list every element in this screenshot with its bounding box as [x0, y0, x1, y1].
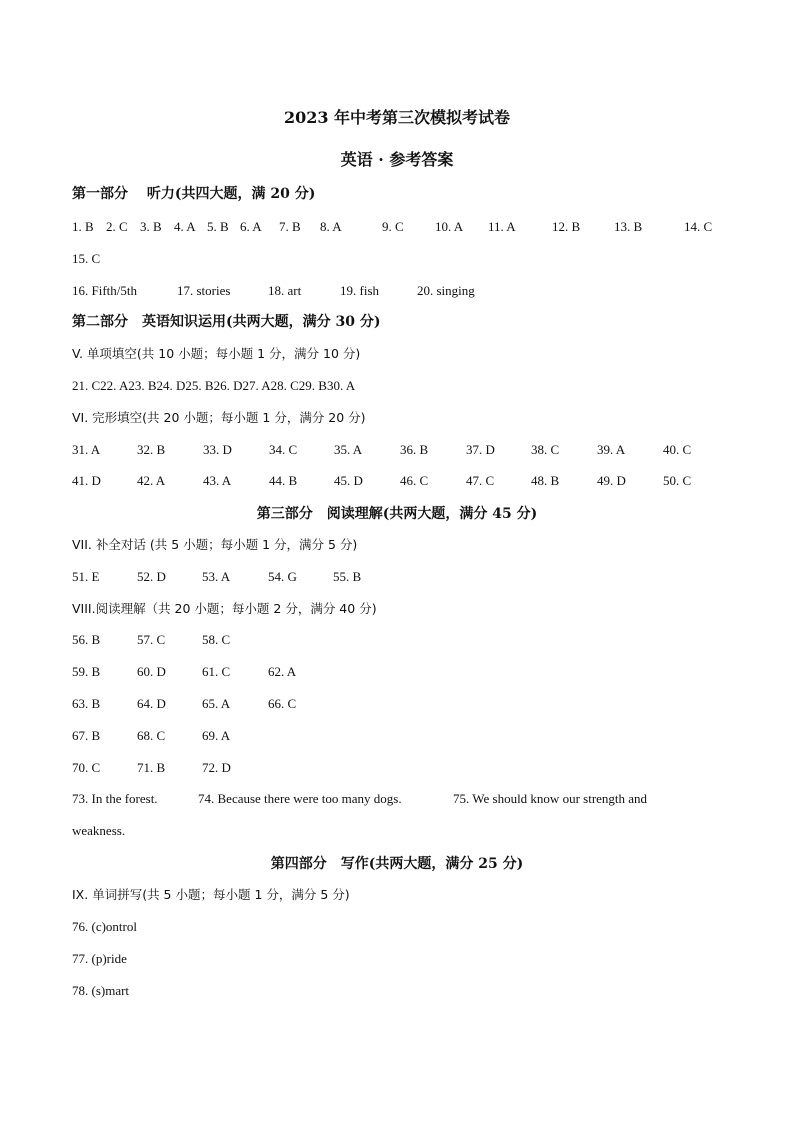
answer-63: 63. B	[72, 696, 101, 711]
answer-56: 56. B	[72, 632, 101, 647]
answer-68: 68. C	[137, 728, 166, 743]
answer-15: 15. C	[72, 251, 101, 266]
section8-answers-row6	[72, 791, 712, 807]
answer-55: 55. B	[333, 569, 362, 584]
answer-67: 67. B	[72, 728, 101, 743]
answer-58: 58. C	[202, 632, 231, 647]
answer-62: 62. A	[268, 664, 297, 679]
answer-49: 49. D	[597, 473, 626, 488]
answer-19: 19. fish	[340, 283, 379, 298]
answer-72: 72. D	[202, 760, 231, 775]
section8-answers-row2	[72, 664, 372, 680]
answer-46: 46. C	[400, 473, 429, 488]
answer-17: 17. stories	[177, 283, 231, 298]
answer-8: 8. A	[320, 219, 342, 234]
answer-74: 74. Because there were too many dogs.	[198, 791, 402, 806]
answer-53: 53. A	[202, 569, 231, 584]
answer-51: 51. E	[72, 569, 100, 584]
answer-38: 38. C	[531, 442, 560, 457]
answer-50: 50. C	[663, 473, 692, 488]
section9-title: IX. 单词拼写(共 5 小题；每小题 1 分，满分 5 分)	[72, 887, 350, 902]
answer-71: 71. B	[137, 760, 166, 775]
answer-77: 77. (p)ride	[72, 951, 127, 966]
answer-59: 59. B	[72, 664, 101, 679]
answer-1: 1. B	[72, 219, 94, 234]
answer-44: 44. B	[269, 473, 298, 488]
exam-title: 2023 年中考第三次模拟考试卷	[283, 108, 511, 127]
section6-answers-row2	[72, 473, 732, 489]
part3-heading: 第三部分 阅读理解(共两大题，满分 45 分)	[256, 506, 538, 522]
section8-answers-row4	[72, 728, 372, 744]
answer-33: 33. D	[203, 442, 232, 457]
answer-6: 6. A	[240, 219, 262, 234]
answer-18: 18. art	[268, 283, 302, 298]
part1-answers-row1	[72, 219, 732, 235]
section7-title: VII. 补全对话 (共 5 小题；每小题 1 分，满分 5 分)	[72, 537, 358, 552]
section8-answers-row5	[72, 760, 372, 776]
answer-36: 36. B	[400, 442, 429, 457]
answer-69: 69. A	[202, 728, 231, 743]
answer-37: 37. D	[466, 442, 495, 457]
section7-answers	[72, 569, 432, 585]
answer-43: 43. A	[203, 473, 232, 488]
part1-heading: 第一部分 听力(共四大题，满 20 分)	[72, 186, 316, 202]
section8-title: VIII.阅读理解（共 20 小题；每小题 2 分，满分 40 分)	[72, 601, 377, 616]
exam-subtitle: 英语 · 参考答案	[340, 150, 454, 169]
answer-60: 60. D	[137, 664, 166, 679]
answer-45: 45. D	[334, 473, 363, 488]
part2-heading: 第二部分 英语知识运用(共两大题，满分 30 分)	[72, 314, 381, 330]
section6-answers-row1	[72, 442, 732, 458]
section5-answers: 21. C22. A23. B24. D25. B26. D27. A28. C29. B30. A	[72, 378, 356, 393]
answer-2: 2. C	[106, 219, 128, 234]
answer-65: 65. A	[202, 696, 231, 711]
answer-11: 11. A	[488, 219, 516, 234]
section8-answers-row1	[72, 632, 372, 648]
answer-5: 5. B	[207, 219, 229, 234]
answer-52: 52. D	[137, 569, 166, 584]
answer-40: 40. C	[663, 442, 692, 457]
answer-32: 32. B	[137, 442, 166, 457]
answer-31: 31. A	[72, 442, 101, 457]
answer-39: 39. A	[597, 442, 626, 457]
answer-57: 57. C	[137, 632, 166, 647]
answer-20: 20. singing	[417, 283, 475, 298]
answer-4: 4. A	[174, 219, 196, 234]
part4-heading: 第四部分 写作(共两大题，满分 25 分)	[270, 856, 524, 872]
section5-title: V. 单项填空(共 10 小题；每小题 1 分，满分 10 分)	[72, 346, 361, 361]
answer-75-continued: weakness.	[72, 823, 126, 838]
answer-16: 16. Fifth/5th	[72, 283, 138, 298]
answer-61: 61. C	[202, 664, 231, 679]
answer-76: 76. (c)ontrol	[72, 919, 137, 934]
answer-64: 64. D	[137, 696, 166, 711]
part1-answers-row3	[72, 283, 552, 299]
answer-35: 35. A	[334, 442, 363, 457]
answer-7: 7. B	[279, 219, 301, 234]
answer-78: 78. (s)mart	[72, 983, 130, 998]
answer-14: 14. C	[684, 219, 713, 234]
answer-70: 70. C	[72, 760, 101, 775]
answer-66: 66. C	[268, 696, 297, 711]
answer-75: 75. We should know our strength and	[453, 791, 648, 806]
answer-54: 54. G	[268, 569, 297, 584]
answer-13: 13. B	[614, 219, 643, 234]
answer-42: 42. A	[137, 473, 166, 488]
answer-73: 73. In the forest.	[72, 791, 158, 806]
answer-3: 3. B	[140, 219, 162, 234]
answer-48: 48. B	[531, 473, 560, 488]
answer-10: 10. A	[435, 219, 464, 234]
answer-41: 41. D	[72, 473, 101, 488]
section8-answers-row3	[72, 696, 372, 712]
answer-47: 47. C	[466, 473, 495, 488]
answer-34: 34. C	[269, 442, 298, 457]
answer-9: 9. C	[382, 219, 404, 234]
part1-answers-row2	[72, 251, 172, 267]
answer-12: 12. B	[552, 219, 581, 234]
section6-title: VI. 完形填空(共 20 小题；每小题 1 分，满分 20 分)	[72, 410, 366, 425]
